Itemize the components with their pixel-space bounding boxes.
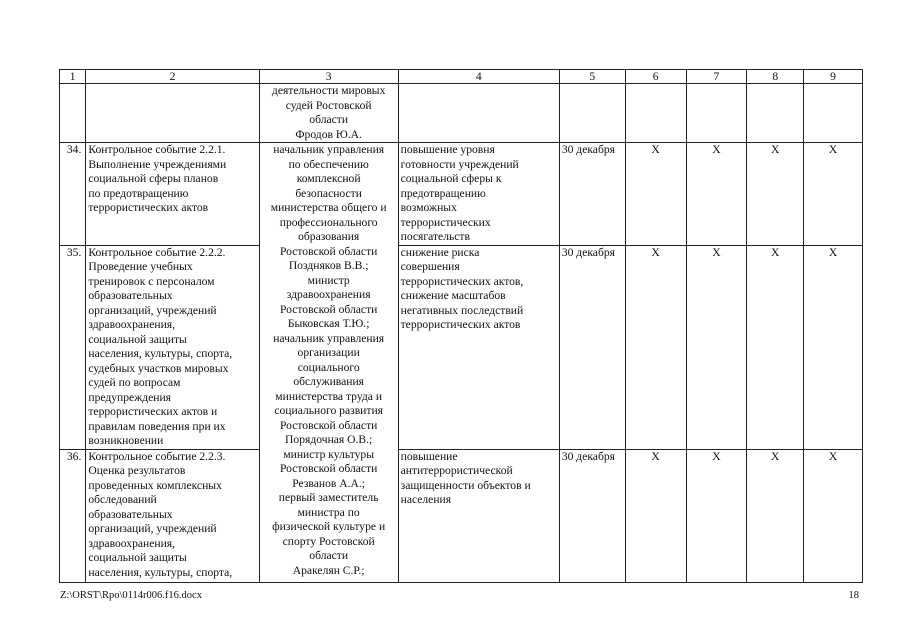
header-cell: 8	[747, 70, 804, 84]
table-row	[60, 245, 863, 449]
mark-cell: X	[747, 143, 804, 246]
mark-cell: X	[686, 143, 747, 246]
result-text: повышение антитеррористической защищенности объектов и населения	[398, 449, 559, 582]
header-cell: 1	[60, 70, 86, 84]
header-cell: 4	[398, 70, 559, 84]
mark-cell: X	[804, 245, 863, 449]
mark-cell: X	[804, 143, 863, 246]
mark-cell: X	[625, 449, 686, 582]
footer-file-path: Z:\ORST\Rpo\0114r006.f16.docx	[60, 590, 202, 601]
date-cell: 30 декабря	[559, 245, 625, 449]
result-text: повышение уровня готовности учреждений социальной сферы к предотвращению возможных террористических посягательств	[398, 143, 559, 246]
result-text: снижение риска совершения террористических актов, снижение масштабов негативных последствий террористических актов	[398, 245, 559, 449]
header-cell: 9	[804, 70, 863, 84]
date-cell: 30 декабря	[559, 143, 625, 246]
responsible-persons: начальник управления по обеспечению комплексной безопасности министерства общего и профессионального образования Ростовской области Поздняков В.В.; министр здравоохранения Ростовской области Быковская Т.Ю.; начальник управления организации социального обслуживания министерства труда и социального развития Ростовской области Порядочная О.В.; министр культуры Ростовской области Резванов А.А.; первый заместитель министра по физической культуре и спорту Ростовской области Аракелян С.Р.;	[259, 143, 398, 583]
row-number: 36.	[60, 449, 86, 582]
continuation-responsible: деятельности мировых судей Ростовской области Фродов Ю.А.	[259, 84, 398, 143]
header-cell: 7	[686, 70, 747, 84]
mark-cell: X	[686, 449, 747, 582]
plan-table	[59, 69, 863, 583]
date-cell: 30 декабря	[559, 449, 625, 582]
mark-cell: X	[804, 449, 863, 582]
page-number: 18	[848, 590, 859, 601]
header-cell: 3	[259, 70, 398, 84]
header-cell: 2	[86, 70, 259, 84]
header-row	[60, 70, 863, 84]
mark-cell: X	[686, 245, 747, 449]
event-text: Контрольное событие 2.2.2. Проведение учебных тренировок с персоналом образовательных организаций, учреждений здравоохранения, социальной защиты населения, культуры, спорта, судебных участков мировых судей по вопросам предупреждения террористических актов и правилам поведения при их возникновении	[86, 245, 259, 449]
event-text: Контрольное событие 2.2.1. Выполнение учреждениями социальной сферы планов по предотвращению террористических актов	[86, 143, 259, 246]
event-text: Контрольное событие 2.2.3. Оценка результатов проведенных комплексных обследований образовательных организаций, учреждений здравоохранения, социальной защиты населения, культуры, спорта,	[86, 449, 259, 582]
header-cell: 5	[559, 70, 625, 84]
mark-cell: X	[625, 245, 686, 449]
header-cell: 6	[625, 70, 686, 84]
row-number: 35.	[60, 245, 86, 449]
mark-cell: X	[747, 449, 804, 582]
continuation-row	[60, 84, 863, 143]
row-number: 34.	[60, 143, 86, 246]
table-row	[60, 449, 863, 582]
table-row	[60, 143, 863, 246]
mark-cell: X	[747, 245, 804, 449]
mark-cell: X	[625, 143, 686, 246]
